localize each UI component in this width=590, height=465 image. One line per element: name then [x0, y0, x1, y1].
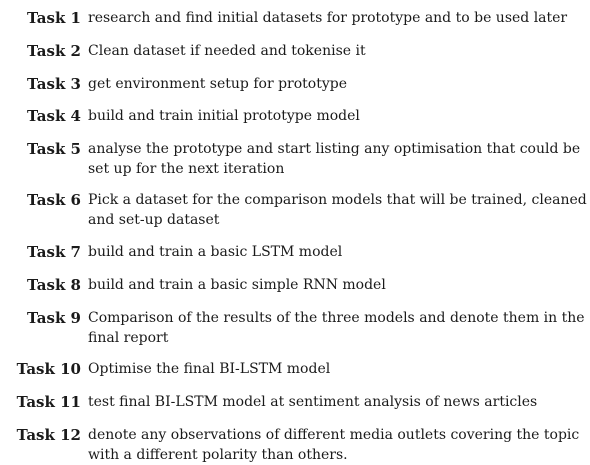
task-description-line: denote any observations of different media outlets covering the topic: [88, 427, 580, 443]
task-description: [88, 275, 574, 295]
task-description: [88, 392, 574, 412]
task-label: Task 1: [27, 9, 81, 27]
task-description-line: analyse the prototype and start listing any optimisation that could be: [88, 141, 581, 157]
task-description-line: build and train initial prototype model: [88, 108, 360, 124]
task-label: Task 4: [27, 107, 81, 125]
task-label: Task 6: [27, 191, 81, 209]
task-label: Task 9: [27, 309, 81, 327]
task-label: Task 12: [16, 426, 81, 444]
task-description-line: build and train a basic simple RNN model: [88, 277, 386, 293]
task-description: [88, 139, 581, 179]
task-description-line: build and train a basic LSTM model: [88, 244, 343, 260]
task-label: Task 3: [27, 75, 81, 93]
task-label: Task 11: [16, 393, 81, 411]
task-label: Task 10: [16, 360, 81, 378]
task-description-line: set up for the next iteration: [88, 161, 285, 177]
task-description-line: Comparison of the results of the three models and denote them in the: [88, 310, 585, 326]
task-description: [88, 308, 585, 348]
task-description: [88, 106, 574, 126]
task-description: [88, 359, 574, 379]
task-description-line: get environment setup for prototype: [88, 76, 347, 92]
task-description-line: research and find initial datasets for prototype and to be used later: [88, 10, 568, 26]
task-description-line: Optimise the final BI-LSTM model: [88, 361, 331, 377]
task-description: [88, 8, 574, 28]
task-description-line: final report: [88, 330, 169, 346]
task-label: Task 5: [27, 140, 81, 158]
task-label: Task 2: [27, 42, 81, 60]
task-description: [88, 41, 574, 61]
task-description: [88, 74, 574, 94]
task-label: Task 7: [27, 243, 81, 261]
task-description-line: test final BI-LSTM model at sentiment analysis of news articles: [88, 394, 538, 410]
task-description: [88, 242, 574, 262]
task-label: Task 8: [27, 276, 81, 294]
task-description: [88, 190, 587, 230]
task-description-line: Pick a dataset for the comparison models that will be trained, cleaned: [88, 192, 587, 208]
task-description-line: Clean dataset if needed and tokenise it: [88, 43, 366, 59]
task-description-line: with a different polarity than others.: [88, 447, 348, 463]
task-description-line: and set-up dataset: [88, 212, 220, 228]
task-description: [88, 425, 580, 465]
